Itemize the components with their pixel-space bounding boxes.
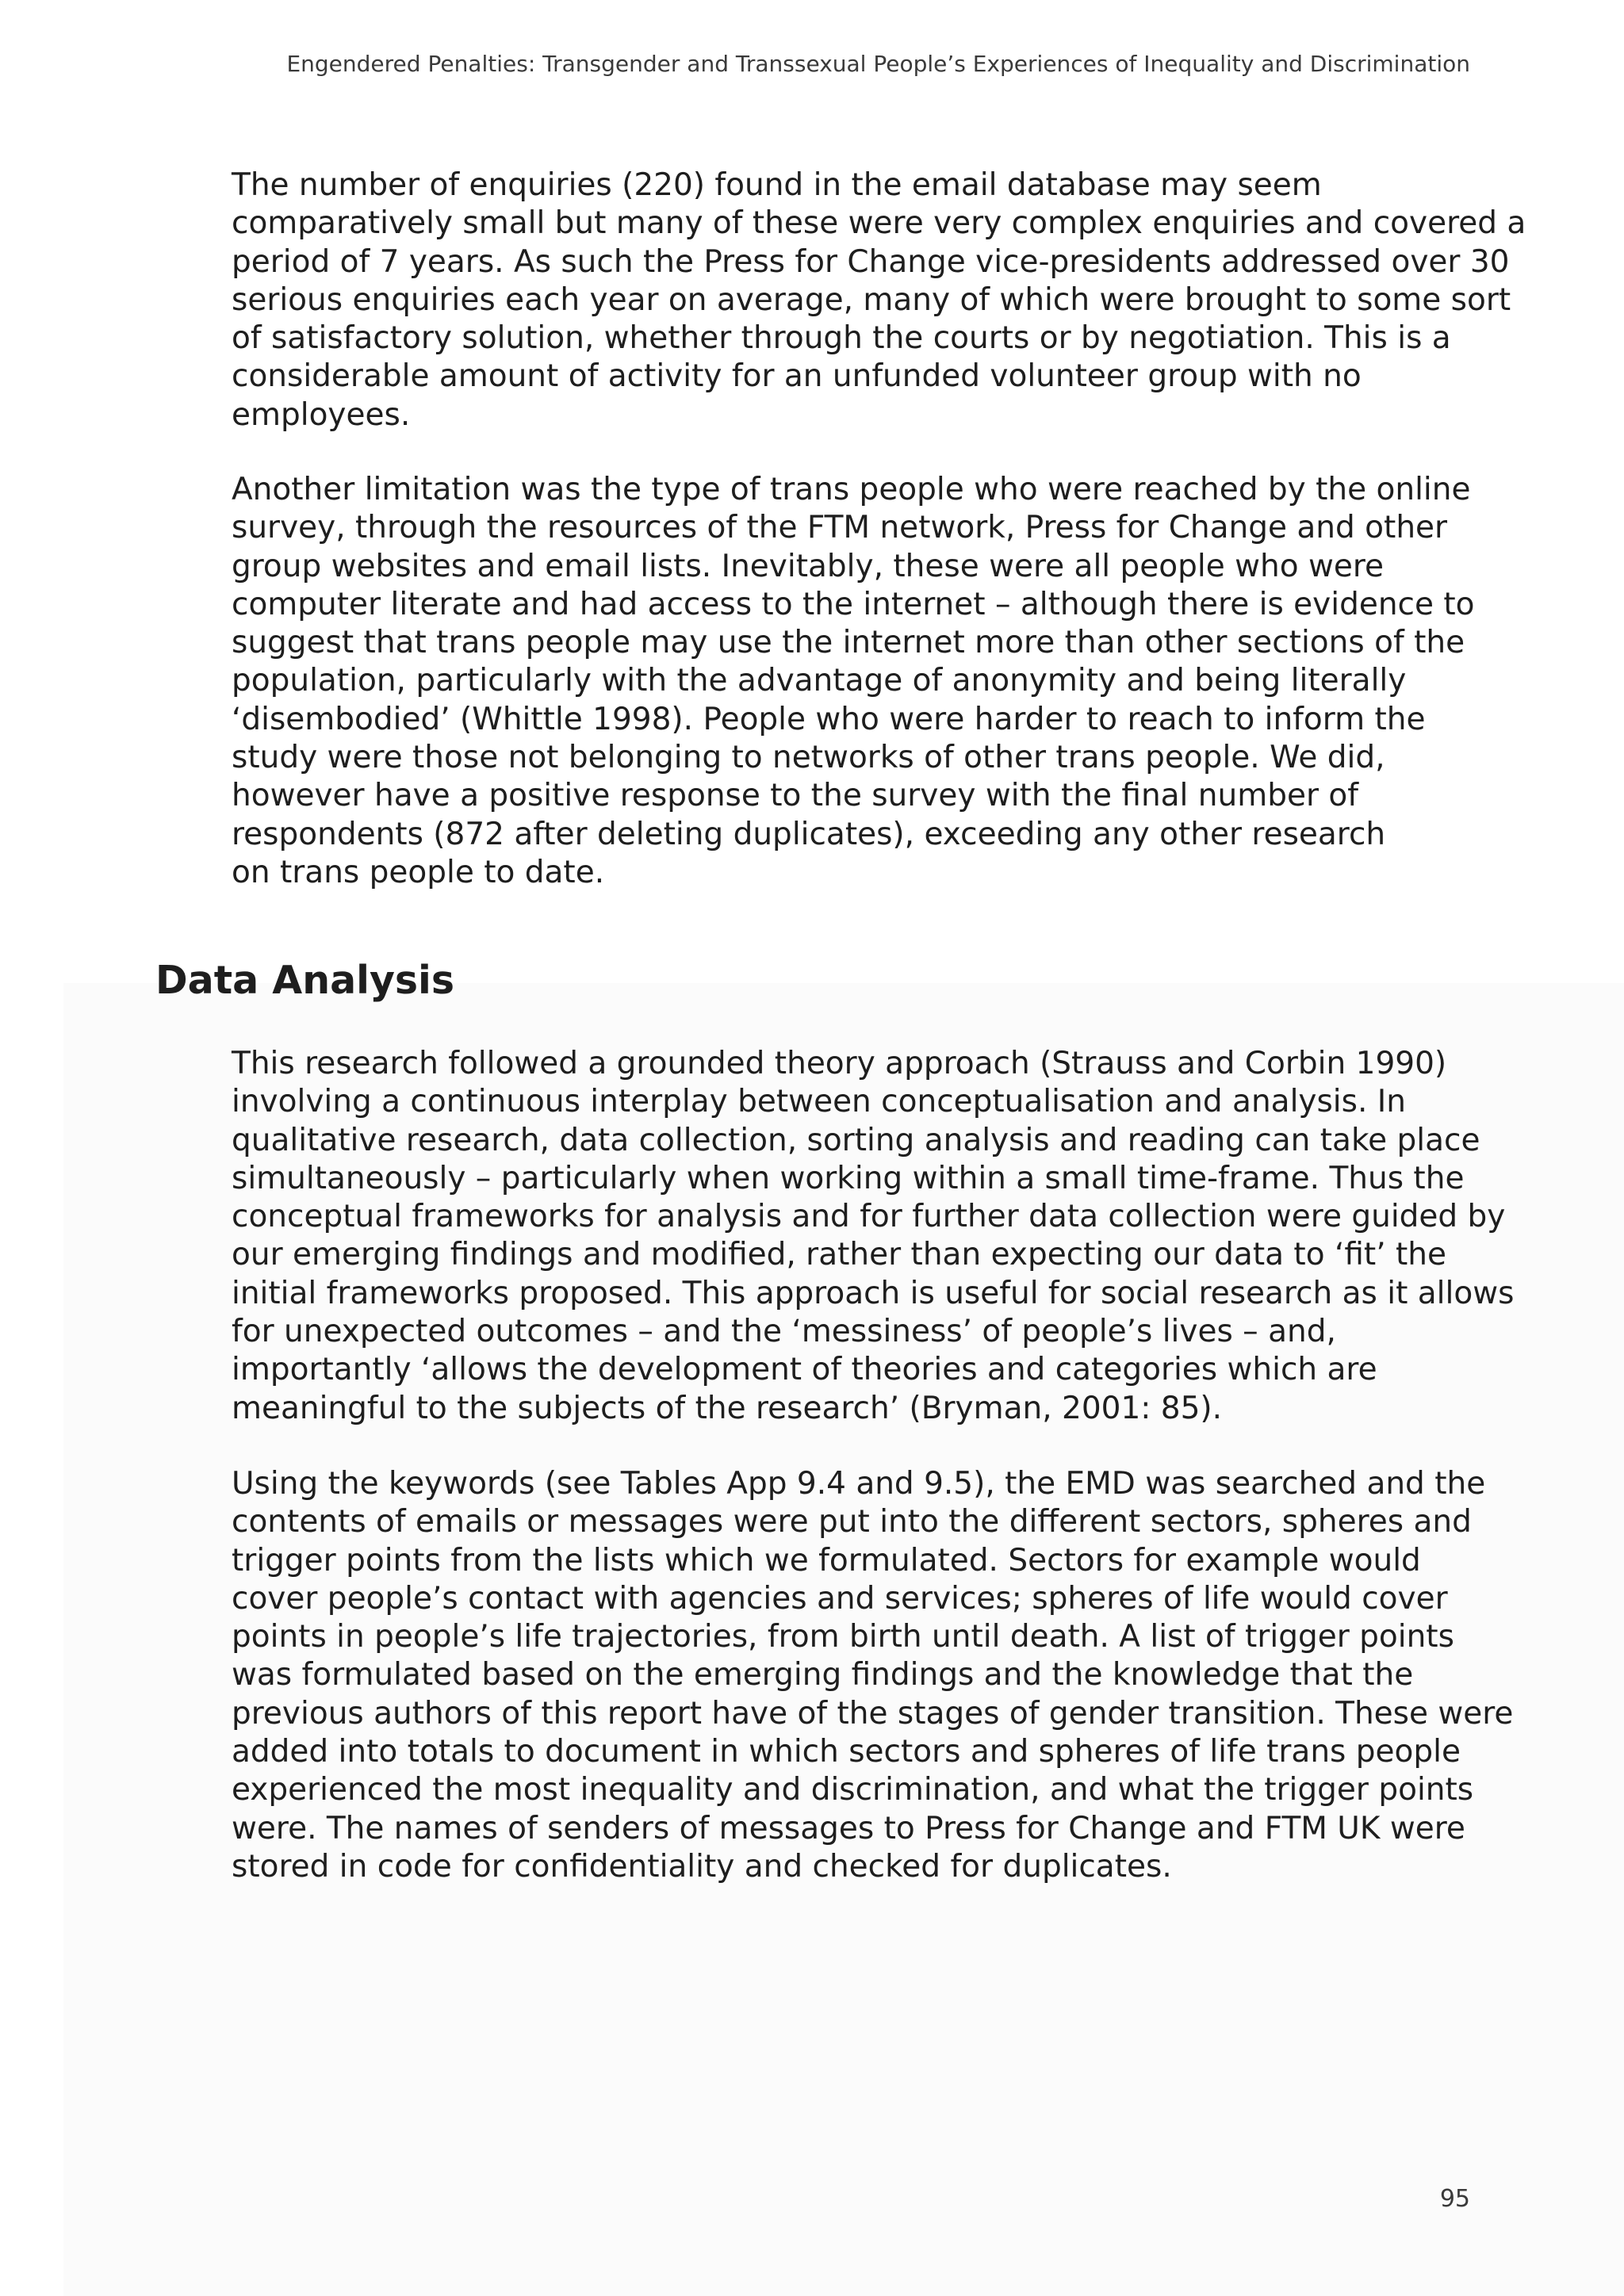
section-heading: Data Analysis xyxy=(155,958,455,1003)
page-number: 95 xyxy=(1439,2185,1470,2213)
body-paragraph: Another limitation was the type of trans people who were reached by the online survey, through the resources of the FTM network, Press for Change and other group websites and email lists. Inevitably, these were all people who were computer literate and had access to the internet – although there is evidence to suggest that trans people may use the internet more than other sections of the population, particularly with the advantage of anonymity and being literally ‘disembodied’ (Whittle 1998). People who were harder to reach to inform the study were those not belonging to networks of other trans people. We did, however have a positive response to the survey with the final number of respondents (872 after deleting duplicates), exceeding any other research on trans people to date. xyxy=(232,472,1475,890)
running-header: Engendered Penalties: Transgender and Transsexual People’s Experiences of Inequality and Discrimination xyxy=(286,51,1470,77)
body-paragraph: The number of enquiries (220) found in the email database may seem comparatively small but many of these were very complex enquiries and covered a period of 7 years. As such the Press for Change vice-presidents addressed over 30 serious enquiries each year on average, many of which were brought to some sort of satisfactory solution, whether through the courts or by negotiation. This is a considerable amount of activity for an unfunded volunteer group with no employees. xyxy=(232,167,1526,433)
body-paragraph: This research followed a grounded theory approach (Strauss and Corbin 1990) involving a continuous interplay between conceptualisation and analysis. In qualitative research, data collection, sorting analysis and reading can take place simultaneously – particularly when working within a small time-frame. Thus the conceptual frameworks for analysis and for further data collection were guided by our emerging findings and modified, rather than expecting our data to ‘fit’ the initial frameworks proposed. This approach is useful for social research as it allows for unexpected outcomes – and the ‘messiness’ of people’s lives – and, importantly ‘allows the development of theories and categories which are meaningful to the subjects of the research’ (Bryman, 2001: 85). xyxy=(232,1046,1515,1426)
body-paragraph: Using the keywords (see Tables App 9.4 and 9.5), the EMD was searched and the contents of emails or messages were put into the different sectors, spheres and trigger points from the lists which we formulated. Sectors for example would cover people’s contact with agencies and services; spheres of life would cover points in people’s life trajectories, from birth until death. A list of trigger points was formulated based on the emerging findings and the knowledge that the previous authors of this report have of the stages of gender transition. These were added into totals to document in which sectors and spheres of life trans people experienced the most inequality and discrimination, and what the trigger points were. The names of senders of messages to Press for Change and FTM UK were stored in code for confidentiality and checked for duplicates. xyxy=(232,1466,1514,1885)
